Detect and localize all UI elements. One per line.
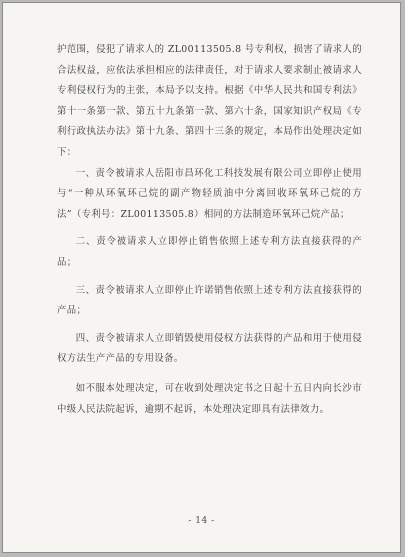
paragraph-decision-3: 三、责令被请求人立即停止许诺销售依照上述专利方法直接获得的产品； <box>57 284 362 317</box>
page-number: - 14 - <box>188 516 215 526</box>
document-page <box>2 2 401 553</box>
paragraph-decision-1: 一、责令被请求人岳阳市昌环化工科技发展有限公司立即停止使用与“一种从环氧环己烷的副产物轻质油中分离回收环氧环己烷的方法”（专利号：ZL00113505.8）相同的方法制造环氧环己烷产品； <box>57 167 362 220</box>
paragraph-decision-2: 二、责令被请求人立即停止销售依照上述专利方法直接获得的产品； <box>57 236 362 268</box>
paragraph-decision-4: 四、责令被请求人立即销毁使用侵权方法获得的产品和用于使用侵权方法生产产品的专用设备。 <box>57 332 362 365</box>
paragraph-appeal-notice: 如不服本处理决定，可在收到处理决定书之日起十五日内向长沙市中级人民法院起诉，逾期不起诉，本处理决定即具有法律效力。 <box>57 382 362 415</box>
document-body <box>57 40 362 420</box>
paragraph-ruling-basis: 护范围，侵犯了请求人的 ZL00113505.8 号专利权，损害了请求人的合法权益，应依法承担相应的法律责任，对于请求人要求制止被请求人专利侵权行为的主张，本局予以支持。根据《中华人民共和国专利法》第十一条第一款、第五十九条第一款、第六十条，国家知识产权局《专利行政执法办法》第十九条、第四十三条的规定，本局作出处理决定如下： <box>57 44 362 158</box>
